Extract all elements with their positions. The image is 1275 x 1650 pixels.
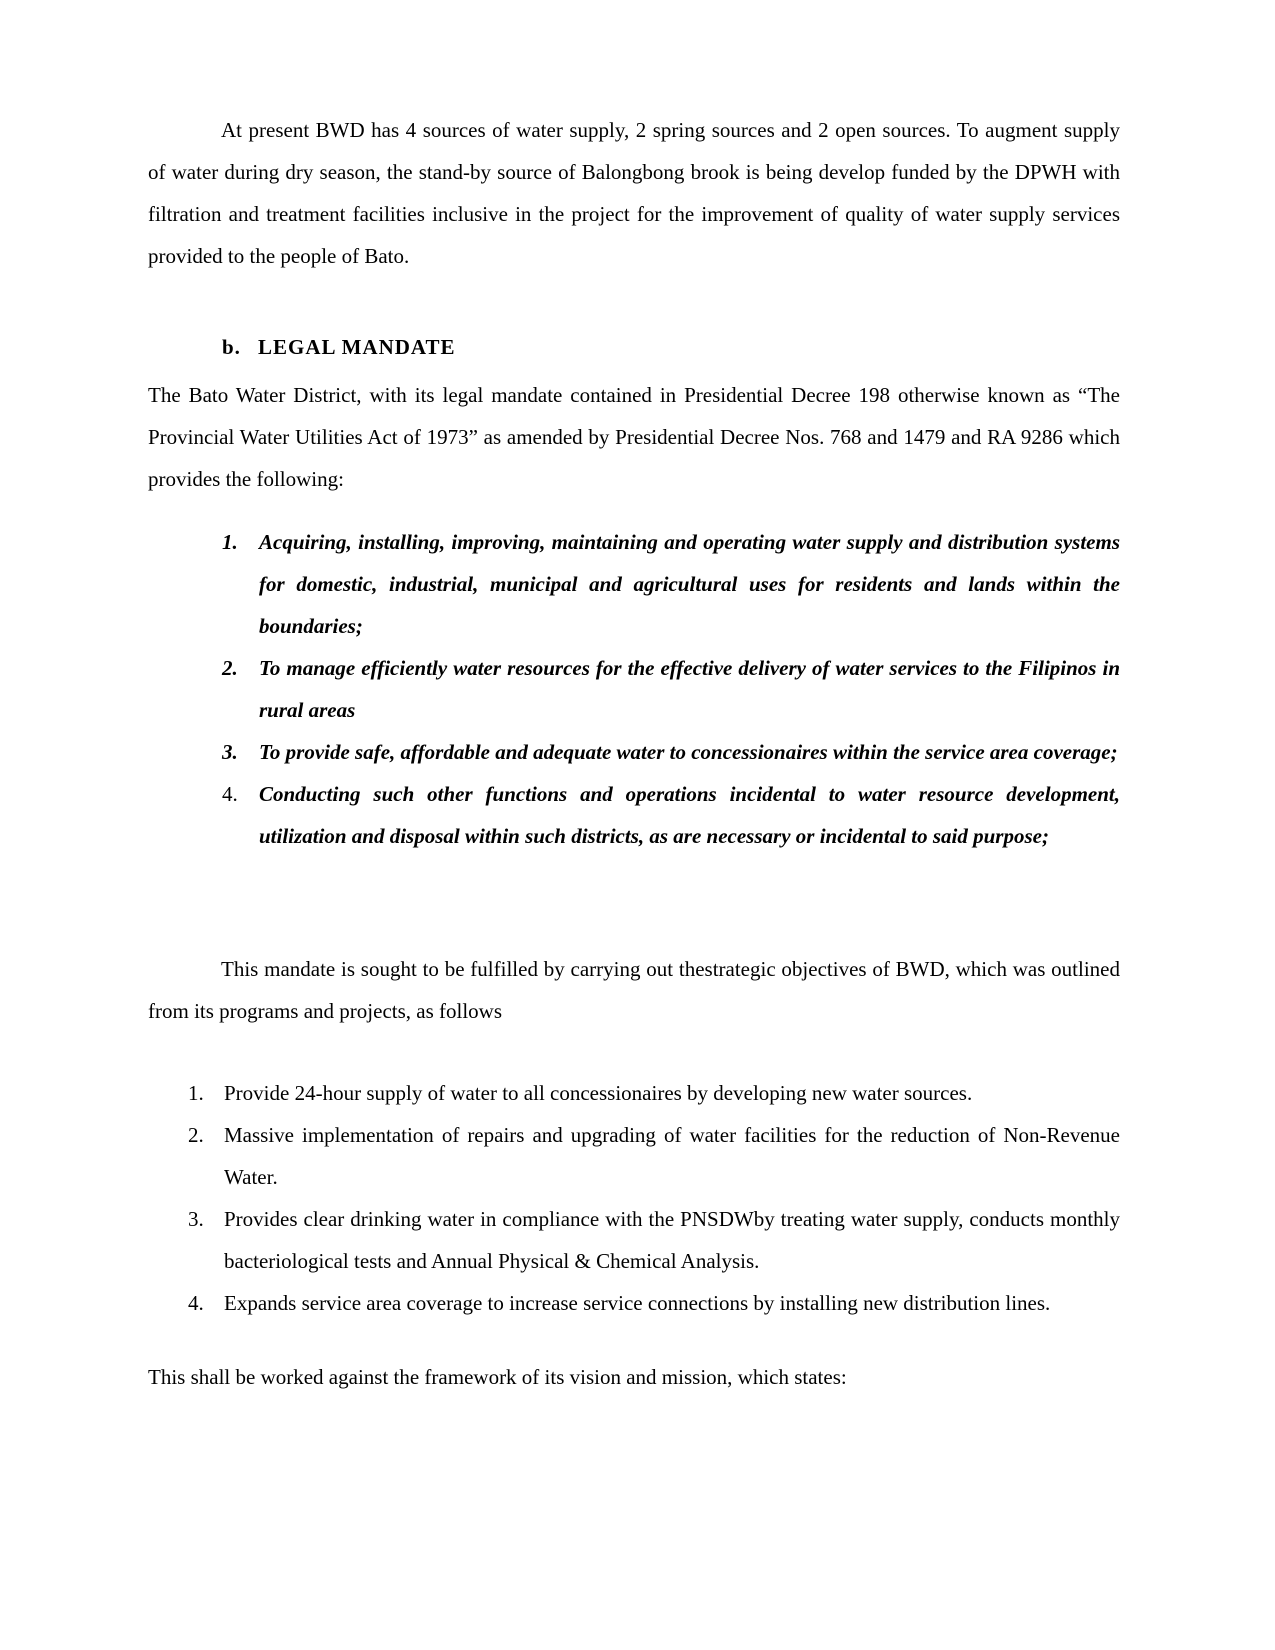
objective-item [188, 1072, 1120, 1114]
mandate-item [222, 521, 1120, 647]
objective-item-text: Expands service area coverage to increase service connections by installing new distribution lines. [224, 1291, 1051, 1315]
section-marker: b. [222, 335, 241, 359]
mandate-item-number: 4. [222, 782, 238, 806]
objective-item-text: Massive implementation of repairs and upgrading of water facilities for the reduction of Non-Revenue Water. [224, 1123, 1120, 1189]
mandate-item-number: 2. [222, 656, 238, 680]
objective-item-text: Provides clear drinking water in compliance with the PNSDWby treating water supply, conducts monthly bacteriological tests and Annual Physical & Chemical Analysis. [224, 1207, 1120, 1273]
intro-paragraph: At present BWD has 4 sources of water supply, 2 spring sources and 2 open sources. To augment supply of water during dry season, the stand-by source of Balongbong brook is being develop funded by the DPWH with filtration and treatment facilities inclusive in the project for the improvement of quality of water supply services provided to the people of Bato. [148, 118, 1120, 268]
mandate-item [222, 731, 1120, 773]
objective-item-number: 1. [188, 1081, 204, 1105]
mandate-item-number: 1. [222, 530, 238, 554]
objective-item-text: Provide 24-hour supply of water to all concessionaires by developing new water sources. [224, 1081, 973, 1105]
mandate-item-text: To provide safe, affordable and adequate water to concessionaires within the service area coverage; [259, 740, 1118, 764]
section-heading [222, 333, 456, 361]
section-title: LEGAL MANDATE [258, 335, 456, 359]
objective-item [188, 1114, 1120, 1198]
mandate-paragraph: The Bato Water District, with its legal mandate contained in Presidential Decree 198 otherwise known as “The Provincial Water Utilities Act of 1973” as amended by Presidential Decree Nos. 768 and 1479 and RA 9286 which provides the following: [148, 383, 1120, 491]
objectives-list [188, 1072, 1120, 1324]
mandate-item-text: Acquiring, installing, improving, maintaining and operating water supply and distribution systems for domestic, industrial, municipal and agricultural uses for residents and lands within the boundaries; [259, 530, 1120, 638]
objective-item [188, 1282, 1120, 1324]
mandate-item [222, 773, 1120, 857]
objective-item-number: 4. [188, 1291, 204, 1315]
mandate-item-number: 3. [222, 740, 238, 764]
mandate-item [222, 647, 1120, 731]
objective-item-number: 2. [188, 1123, 204, 1147]
objective-item [188, 1198, 1120, 1282]
mandate-list [222, 521, 1120, 857]
mandate-item-text: To manage efficiently water resources for the effective delivery of water services to the Filipinos in rural areas [259, 656, 1120, 722]
objectives-intro-paragraph: This mandate is sought to be fulfilled by carrying out thestrategic objectives of BWD, which was outlined from its programs and projects, as follows [148, 957, 1120, 1023]
closing-paragraph: This shall be worked against the framework of its vision and mission, which states: [148, 1365, 847, 1389]
objective-item-number: 3. [188, 1207, 204, 1231]
mandate-item-text: Conducting such other functions and operations incidental to water resource development, utilization and disposal within such districts, as are necessary or incidental to said purpose; [259, 782, 1120, 848]
